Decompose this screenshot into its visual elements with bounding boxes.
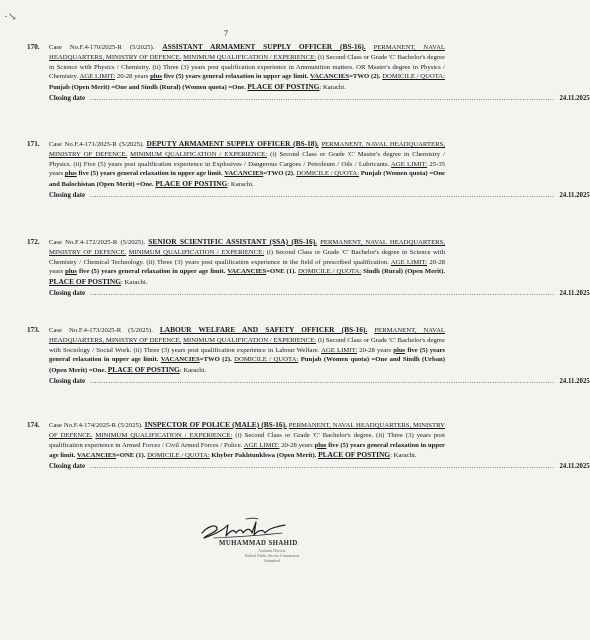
case-number: Case No.F.4-171/2025-R (5/2025).: [49, 141, 144, 148]
department: PERMANENT, NAVAL HEADQUARTERS, MINISTRY OF DEFENCE.: [49, 141, 445, 158]
scan-corner-mark: ·↘: [4, 11, 17, 23]
entry-body: [49, 325, 590, 387]
closing-date-label: Closing date: [49, 289, 86, 297]
domicile-quota-label: DOMICILE / QUOTA:: [147, 452, 210, 460]
handwritten-signature: [186, 516, 306, 542]
case-number: Case No.F.4-174/2025-R (5/2025).: [49, 422, 143, 429]
department: PERMANENT, NAVAL HEADQUARTERS, MINISTRY OF DEFENCE.: [49, 422, 446, 439]
signature-block: [186, 516, 416, 576]
age-limit-label: AGE LIMIT:: [243, 441, 280, 449]
age-limit-plus: plus: [314, 441, 327, 449]
age-limit-plus: plus: [393, 346, 406, 354]
closing-date-leader: ..........................................................................................................................................................................................................: [90, 289, 555, 297]
qualification-text: (i) Second Class or Grade 'C' Bachelor's degree in Science with Chemistry / Chemical Technology. (ii) Three (3) years post qualification experience in the field of prescribed qualification.: [49, 248, 445, 266]
entry-body: [49, 237, 590, 299]
designation-stamp: Assistant Director Federal Public Service Commission Islamabad: [244, 549, 300, 563]
domicile-quota-value: Khyber Pakhtunkhwa (Open Merit).: [211, 452, 317, 460]
qualification-label: MINIMUM QUALIFICATION / EXPERIENCE:: [95, 431, 233, 439]
vacancy-entry: [27, 325, 590, 387]
closing-date-line: [49, 462, 590, 472]
domicile-quota-value: Sindh (Rural) (Open Merit).: [363, 268, 446, 276]
closing-date-value: 24.11.2025: [559, 94, 590, 102]
age-limit-plus: plus: [65, 268, 77, 276]
qualification-text: (i) Second Class or Grade 'C' Bachelor's degree in Science with Physics / Chemistry. (ii) Three (3) years post qualification experience in Ammunition matters. OR Master's degree in Physics / Chemistry.: [49, 53, 445, 81]
qualification-text: (i) Second Class or Grade 'C' Bachelor's degree. (ii) Three (3) years post qualification experience in Armed Forces / Civil Armed Forces / Police.: [49, 431, 445, 449]
post-title: DEPUTY ARMAMENT SUPPLY OFFICER (BS-18).: [146, 139, 319, 148]
age-relaxation: five (5) years general relaxation in upper age limit.: [49, 346, 446, 364]
closing-date-label: Closing date: [49, 377, 86, 385]
vacancies-value: =ONE (1).: [266, 268, 296, 276]
case-number: Case No.F.4-173/2025-R (5/2025).: [49, 327, 153, 334]
qualification-label: MINIMUM QUALIFICATION / EXPERIENCE:: [183, 336, 317, 344]
age-limit-label: AGE LIMIT:: [390, 258, 428, 266]
place-of-posting-value: : Karachi.: [227, 181, 254, 189]
age-limit-range: 20-28 years: [49, 258, 446, 276]
domicile-quota-label: DOMICILE / QUOTA:: [234, 356, 299, 364]
place-of-posting-label: PLACE OF POSTING: [318, 450, 391, 460]
page-number: 7: [223, 28, 229, 38]
vacancies-label: VACANCIES: [227, 268, 267, 276]
post-title: ASSISTANT ARMAMENT SUPPLY OFFICER (BS-16).: [162, 42, 366, 51]
vacancy-entry: [27, 42, 590, 104]
place-of-posting-value: : Karachi.: [179, 367, 207, 375]
qualification-text: (i) Second Class or Grade 'C' Bachelor's degree with Sociology / Social Work. (ii) Three (3) years post qualification experience in Labour Welfare.: [49, 336, 445, 354]
domicile-quota-label: DOMICILE / QUOTA:: [382, 73, 445, 81]
post-title: INSPECTOR OF POLICE (MALE) (BS-16).: [144, 420, 287, 429]
place-of-posting-label: PLACE OF POSTING: [247, 82, 320, 92]
post-title: LABOUR WELFARE AND SAFETY OFFICER (BS-16).: [159, 325, 368, 334]
domicile-quota-value: Punjab (Women quota) =One and Sindh (Urban) (Open Merit) =One.: [49, 356, 445, 375]
closing-date-value: 24.11.2025: [559, 463, 590, 471]
signer-name: MUHAMMAD SHAHID: [219, 540, 298, 547]
age-relaxation: five (5) years general relaxation in upper age limit.: [78, 170, 223, 178]
closing-date-value: 24.11.2025: [559, 191, 590, 199]
qualification-label: MINIMUM QUALIFICATION / EXPERIENCE:: [183, 53, 317, 61]
department: PERMANENT, NAVAL HEADQUARTERS, MINISTRY OF DEFENCE.: [49, 44, 445, 61]
age-limit-range: 20-28 years: [116, 73, 149, 81]
place-of-posting-label: PLACE OF POSTING: [107, 365, 180, 375]
entry-body: [49, 420, 590, 472]
age-limit-label: AGE LIMIT:: [321, 346, 358, 354]
closing-date-leader: ..........................................................................................................................................................................................................: [90, 463, 555, 471]
vacancies-label: VACANCIES: [310, 73, 350, 81]
domicile-quota-value: Punjab (Open Merit) =One and Sindh (Rural) (Women quota) =One.: [49, 84, 246, 92]
domicile-quota-label: DOMICILE / QUOTA:: [297, 268, 362, 276]
department: PERMANENT, NAVAL HEADQUARTERS, MINISTRY OF DEFENCE.: [49, 327, 446, 344]
age-limit-label: AGE LIMIT:: [391, 160, 428, 168]
entry-number: 173.: [27, 326, 40, 334]
qualification-text: (i) Second Class or Grade 'C' Master's degree in Chemistry / Physics. (ii) Five (5) years post qualification experience in Explosives / Dangerous Cargoes / Petroleum / Oils / Lubricants.: [49, 150, 445, 168]
entry-body: [49, 139, 590, 201]
vacancies-label: VACANCIES: [160, 356, 200, 364]
place-of-posting-value: : Karachi.: [121, 279, 148, 287]
age-limit-plus: plus: [64, 170, 77, 178]
vacancies-value: =TWO (2).: [263, 170, 295, 178]
entry-number: 171.: [27, 140, 40, 148]
vacancies-label: VACANCIES: [77, 452, 116, 460]
qualification-label: MINIMUM QUALIFICATION / EXPERIENCE:: [128, 248, 265, 256]
age-limit-plus: plus: [150, 73, 162, 81]
domicile-quota-label: DOMICILE / QUOTA:: [296, 170, 359, 178]
closing-date-leader: ..........................................................................................................................................................................................................: [90, 191, 555, 199]
age-limit-range: 25-35 years: [49, 160, 446, 178]
entry-number: 172.: [27, 238, 40, 246]
qualification-label: MINIMUM QUALIFICATION / EXPERIENCE:: [130, 150, 268, 158]
age-limit-range: 20-28 years: [359, 346, 392, 354]
entry-number: 174.: [27, 421, 40, 429]
department: PERMANENT, NAVAL HEADQUARTERS, MINISTRY OF DEFENCE.: [49, 239, 446, 256]
closing-date-line: [49, 289, 590, 299]
vacancies-value: =ONE (1).: [115, 452, 146, 460]
vacancies-value: =TWO (2).: [199, 356, 232, 364]
vacancies-value: =TWO (2).: [349, 73, 381, 81]
closing-date-line: [49, 191, 590, 201]
place-of-posting-value: : Karachi.: [390, 452, 417, 460]
domicile-quota-value: Punjab (Women quota) =One and Balochistan (Open Merit) =One.: [49, 170, 446, 189]
age-relaxation: five (5) years general relaxation in upper age limit.: [49, 441, 446, 460]
age-relaxation: five (5) years general relaxation in upper age limit.: [163, 73, 309, 81]
closing-date-label: Closing date: [49, 463, 86, 471]
place-of-posting-value: : Karachi.: [319, 84, 346, 92]
closing-date-label: Closing date: [49, 94, 86, 102]
age-relaxation: five (5) years general relaxation in upper age limit.: [78, 268, 226, 276]
case-number: Case No.F.4-170/2025-R (5/2025).: [49, 44, 155, 51]
closing-date-line: [49, 377, 590, 387]
place-of-posting-label: PLACE OF POSTING: [155, 179, 228, 189]
entry-number: 170.: [27, 43, 40, 51]
post-title: SENIOR SCIENTIFIC ASSISTANT (SSA) (BS-16).: [148, 237, 318, 246]
closing-date-leader: ..........................................................................................................................................................................................................: [90, 377, 555, 385]
closing-date-line: [49, 94, 590, 104]
closing-date-value: 24.11.2025: [559, 377, 590, 385]
place-of-posting-label: PLACE OF POSTING: [49, 277, 121, 287]
age-limit-label: AGE LIMIT:: [79, 73, 116, 81]
closing-date-leader: ..........................................................................................................................................................................................................: [90, 94, 555, 102]
vacancy-entry: [27, 237, 590, 299]
vacancy-entry: [27, 420, 590, 472]
vacancies-label: VACANCIES: [224, 170, 264, 178]
closing-date-label: Closing date: [49, 191, 86, 199]
case-number: Case No.F.4-172/2025-R (5/2025).: [49, 239, 146, 246]
age-limit-range: 20-28 years: [281, 441, 313, 449]
entry-body: [49, 42, 590, 104]
closing-date-value: 24.11.2025: [559, 289, 590, 297]
vacancy-entry: [27, 139, 590, 201]
